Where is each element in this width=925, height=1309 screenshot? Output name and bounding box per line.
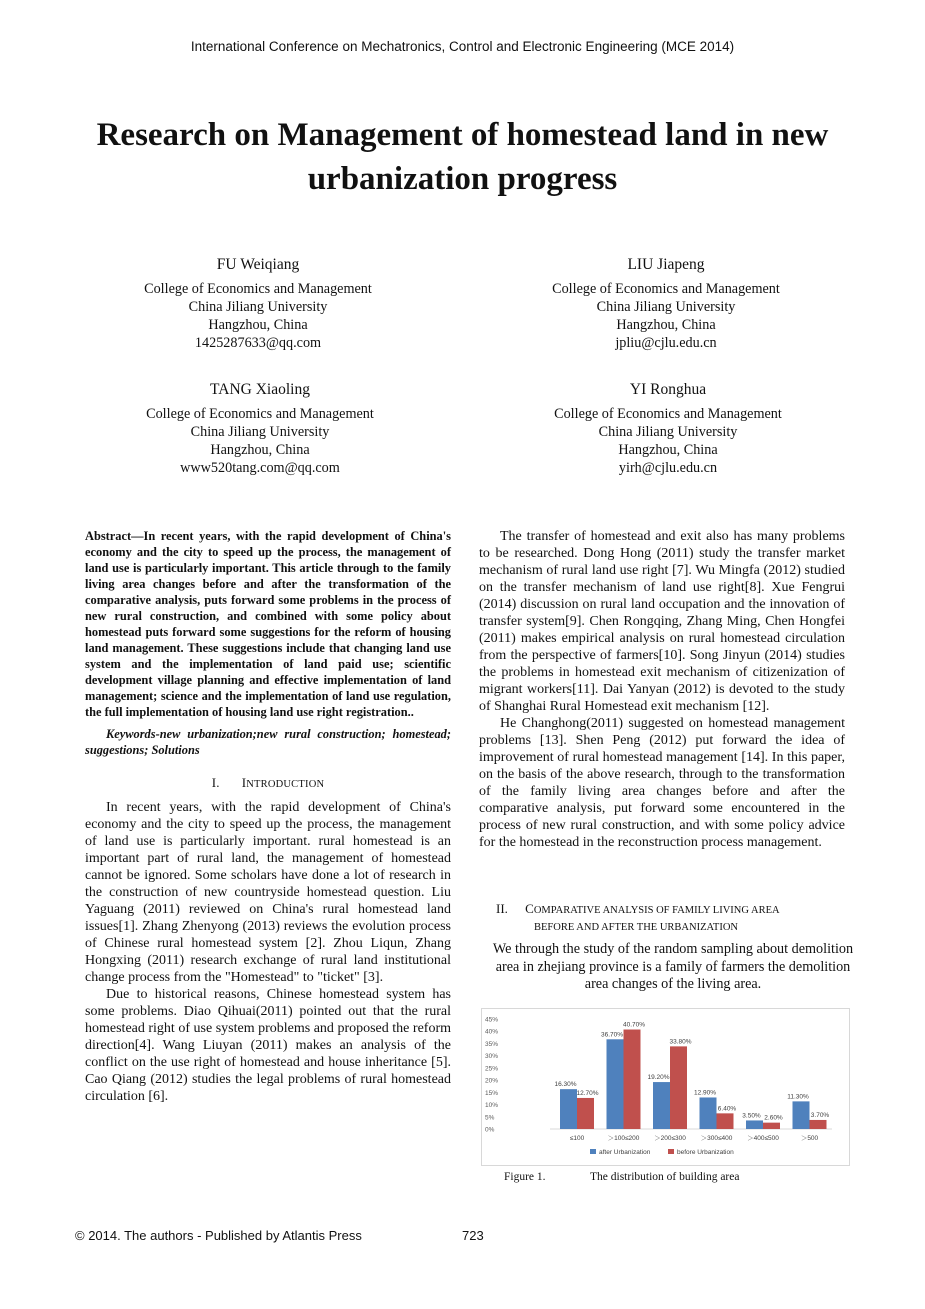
author-name: FU Weiqiang: [216, 256, 300, 273]
data-label: 40.70%: [622, 1021, 646, 1029]
bar-before: [763, 1123, 780, 1129]
section-heading: [496, 900, 856, 936]
author-affiliation: College of Economics and Management: [554, 406, 782, 422]
author-city: Hangzhou, China: [616, 317, 716, 333]
section-number: I.: [211, 775, 220, 790]
author-city: Hangzhou, China: [208, 317, 308, 333]
author-university: China Jiliang University: [190, 424, 330, 440]
author-affiliation: College of Economics and Management: [144, 281, 372, 297]
data-label: 33.80%: [669, 1038, 692, 1046]
x-tick-label: ＞400≤500: [747, 1135, 779, 1142]
author-email: jpliu@cjlu.edu.cn: [615, 335, 717, 351]
data-label: 12.70%: [576, 1089, 599, 1097]
y-tick-label: 15%: [485, 1089, 499, 1097]
body-paragraph: In recent years, with the rapid development of China's economy and the city to speed up the process, the management of land use is particularly important. rural homestead is an important part of rural land, the management of homestead cannot be ignored. Some scholars have done a lot of research in the construction of new countryside homestead question. Liu Yaguang (2011) reviewed on China's rural homestead land issues[1]. Zhang Zhenyong (2013) reviews the evolution process of Chinese rural homestead system [2]. Zhou Liqun, Zhang Hongxing (2011) research exchange of rural land institutional change process from the "Homestead" to "ticket" [3].: [85, 800, 451, 985]
figure-caption: [504, 1171, 739, 1183]
legend-swatch: [590, 1149, 596, 1154]
author-city: Hangzhou, China: [210, 442, 310, 458]
section-number: II.: [496, 901, 508, 916]
data-label: 3.50%: [742, 1112, 761, 1120]
bar-after: [700, 1097, 717, 1129]
data-label: 36.70%: [600, 1031, 624, 1039]
bar-after: [793, 1101, 810, 1129]
y-tick-label: 0%: [485, 1126, 495, 1134]
legend-label: before Urbanization: [677, 1149, 734, 1156]
x-tick-label: ≤100: [569, 1135, 585, 1142]
y-tick-label: 10%: [485, 1102, 499, 1110]
bar-after: [653, 1082, 670, 1129]
bar-after: [607, 1039, 624, 1129]
x-tick-label: ＞200≤300: [654, 1135, 686, 1142]
y-tick-label: 20%: [485, 1077, 499, 1085]
body-paragraph: Due to historical reasons, Chinese homestead system has some problems. Diao Qihuai(2011) pointed out that the rural homestead right of use system problems and proposed the reform direction[4]. Wang Liuyan (2011) makes an analysis of the conflict on the use right of homestead and house inheritance [5]. Cao Qiang (2012) studies the legal problems of rural homestead circulation [6].: [85, 987, 451, 1104]
figure-bar-chart: [481, 1008, 850, 1166]
y-tick-label: 35%: [485, 1040, 499, 1048]
author-block: [518, 381, 818, 477]
bar-before: [810, 1120, 827, 1129]
copyright-footer: © 2014. The authors - Published by Atlantis Press: [75, 1228, 362, 1243]
abstract: Abstract—In recent years, with the rapid development of China's economy and the city to speed up the process, the management of land use is particularly important. This article through to the family living area changes before and after the transformation of the comparative analysis, puts forward some problems in the process of new rural construction, and combined with some policy about homestead puts forward some suggestions for the reform of housing land management. These suggestions include that changing land use system and the implementation of land paid use; scientific development village planning and effective implementation of land management; science and the implementation of land use regulation, the full implementation of housing land use right registration..: [85, 529, 451, 719]
section-title-rest: OMPARATIVE ANALYSIS OF FAMILY LIVING AREA: [533, 905, 780, 916]
data-label: 11.30%: [787, 1093, 809, 1101]
bar-chart: [482, 1009, 849, 1165]
author-email: www520tang.com@qq.com: [180, 460, 340, 476]
figure-caption-text: The distribution of building area: [590, 1171, 740, 1183]
author-email: yirh@cjlu.edu.cn: [618, 460, 718, 476]
bar-after: [746, 1120, 763, 1129]
author-affiliation: College of Economics and Management: [146, 406, 374, 422]
bar-after: [560, 1089, 577, 1129]
data-label: 3.70%: [810, 1111, 830, 1119]
author-name: LIU Jiapeng: [627, 256, 705, 273]
x-tick-label: ＞100≤200: [607, 1135, 640, 1142]
body-paragraph: He Changhong(2011) suggested on homestead management problems [13]. Shen Peng (2012) put forward the idea of improvement of rural homestead management [14]. In this paper, on the basis of the above research, through to the transformation of the family living area changes before and after the comparative analysis, put forward some encountered in the process of new rural construction, and with some policy advice for the homestead in the reconstruction process management.: [479, 716, 845, 850]
author-block: [108, 256, 408, 352]
data-label: 2.60%: [764, 1114, 783, 1122]
data-label: 12.90%: [693, 1089, 717, 1097]
keywords: Keywords-new urbanization;new rural construction; homestead; suggestions; Solutions: [85, 727, 451, 757]
y-tick-label: 30%: [485, 1053, 499, 1061]
legend-swatch: [668, 1149, 674, 1154]
x-tick-label: ＞500: [800, 1135, 819, 1142]
data-label: 6.40%: [717, 1105, 737, 1113]
section-title-line2: BEFORE AND AFTER THE URBANIZATION: [534, 922, 738, 933]
right-column: [479, 528, 845, 851]
left-column: [85, 528, 451, 1105]
author-affiliation: College of Economics and Management: [552, 281, 780, 297]
bar-before: [624, 1030, 641, 1129]
author-university: China Jiliang University: [188, 299, 328, 315]
section-title-initial: C: [525, 901, 534, 916]
author-block: [110, 381, 410, 477]
body-paragraph: We through the study of the random sampling about demolition area in zhejiang province is a family of farmers the demolition area changes of the living area.: [492, 941, 854, 992]
bar-before: [670, 1046, 687, 1129]
section-title-initial: I: [241, 775, 247, 790]
y-tick-label: 45%: [485, 1016, 499, 1024]
y-tick-label: 40%: [485, 1028, 499, 1036]
section-heading: [85, 774, 451, 793]
body-paragraph: The transfer of homestead and exit also has many problems to be researched. Dong Hong (2011) study the transfer market mechanism of rural land use right [7]. Wu Mingfa (2012) studied on the transfer mechanism of land use right[8]. Xue Fengrui (2014) discussion on rural land occupation and the innovation of transfer system[9]. Chen Rongqing, Zhang Ming, Chen Hongfei (2011) makes empirical analysis on rural homestead circulation from the perspective of farmers[10]. Song Jinyun (2014) studies the problems in homestead exit mechanism of citizenization of migrant workers[11]. Dai Yanyan (2012) is devoted to the study of Shanghai Rural Homestead exit mechanism [12].: [479, 529, 845, 714]
page-number: 723: [462, 1228, 484, 1243]
y-tick-label: 5%: [485, 1114, 495, 1122]
section-title-rest: NTRODUCTION: [246, 779, 325, 790]
legend-label: after Urbanization: [599, 1149, 651, 1156]
conference-header: International Conference on Mechatronics, Control and Electronic Engineering (MCE 2014): [190, 39, 735, 54]
bar-before: [717, 1113, 734, 1129]
x-tick-label: ＞300≤400: [700, 1135, 733, 1142]
author-name: TANG Xiaoling: [210, 381, 310, 398]
author-city: Hangzhou, China: [618, 442, 718, 458]
figure-label: Figure 1.: [504, 1171, 546, 1183]
author-university: China Jiliang University: [596, 299, 736, 315]
bar-before: [577, 1098, 594, 1129]
y-tick-label: 25%: [485, 1065, 499, 1073]
author-email: 1425287633@qq.com: [194, 335, 322, 351]
data-label: 16.30%: [554, 1081, 577, 1089]
data-label: 19.20%: [647, 1074, 670, 1082]
author-block: [516, 256, 816, 352]
paper-title: Research on Management of homestead land in new urbanization progress: [96, 117, 829, 197]
author-university: China Jiliang University: [598, 424, 738, 440]
author-name: YI Ronghua: [629, 381, 707, 398]
